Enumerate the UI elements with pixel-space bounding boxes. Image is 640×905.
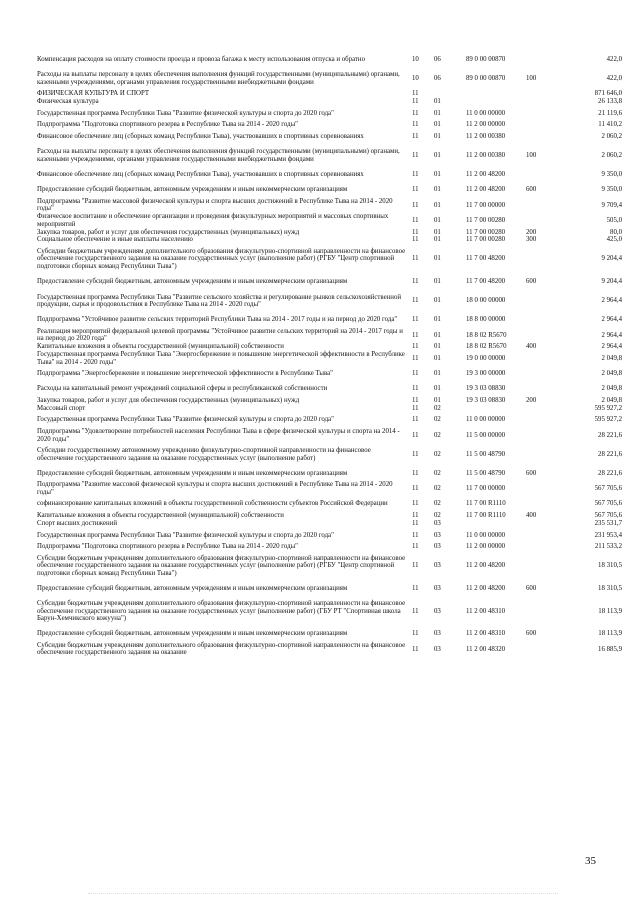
cell-section: 10 <box>412 55 419 63</box>
cell-expense-type <box>526 351 560 366</box>
cell-target-article: 11 5 00 48790 <box>466 450 506 458</box>
cell-amount: 595 927,2 <box>594 404 622 412</box>
cell-section: 11 <box>412 512 419 520</box>
budget-table <box>37 52 622 657</box>
cell-subsection: 02 <box>434 500 441 508</box>
cell-subsection: 01 <box>434 236 441 244</box>
table-row <box>37 343 622 351</box>
cell-target-article <box>466 405 526 413</box>
cell-section: 11 <box>412 255 419 263</box>
table-row <box>37 443 622 466</box>
cell-subsection <box>434 90 466 98</box>
cell-subsection: 01 <box>434 370 441 378</box>
cell-amount: 422,0 <box>606 74 622 82</box>
cell-target-article: 11 5 00 48790 <box>466 469 506 477</box>
cell-description: Подпрограмма "Подготовка спортивного резерва в Республике Тыва на 2014 - 2020 годы" <box>37 543 298 551</box>
table-row <box>37 351 622 366</box>
cell-description: софинансирование капитальных вложений в объекты государственной собственности субъектов Российской Федерации <box>37 500 388 508</box>
table-row <box>37 481 622 496</box>
cell-amount: 425,0 <box>606 236 622 244</box>
cell-section: 11 <box>412 316 419 324</box>
cell-description: Расходы на выплаты персоналу в целях обеспечения выполнения функций государственными (муниципальными) органами, казенными учреждениями, органами управления государственными внебюджетными фондами <box>37 148 400 163</box>
cell-expense-type <box>526 528 560 543</box>
cell-description: Подпрограмма "Развитие массовой физической культуры и спорта высших достижений в Республике Тыва на 2014 - 2020 годы" <box>37 481 393 496</box>
cell-expense-type <box>526 244 560 274</box>
cell-subsection: 02 <box>434 469 441 477</box>
cell-description: Подпрограмма "Энергосбережение и повышение энергетической эффективности в Республике Тыва" <box>37 370 333 378</box>
cell-subsection: 06 <box>434 55 441 63</box>
cell-subsection: 02 <box>434 485 441 493</box>
cell-amount: 2 964,4 <box>601 331 622 339</box>
cell-section: 11 <box>412 186 419 194</box>
cell-amount: 211 533,2 <box>594 543 622 551</box>
cell-amount: 2 964,4 <box>601 297 622 305</box>
cell-section: 11 <box>412 297 419 305</box>
cell-subsection: 01 <box>434 152 441 159</box>
table-row <box>37 144 622 167</box>
cell-target-article: 11 7 00 00280 <box>466 228 506 236</box>
cell-description: Социальное обеспечение и иные выплаты населению <box>37 236 193 244</box>
table-row <box>37 366 622 381</box>
page-number: 35 <box>585 855 596 867</box>
cell-subsection: 03 <box>434 630 441 638</box>
cell-section: 11 <box>412 228 419 236</box>
table-row <box>37 274 622 289</box>
cell-section: 11 <box>412 171 419 179</box>
cell-subsection: 06 <box>434 74 441 82</box>
cell-target-article <box>466 520 526 528</box>
cell-description: Предоставление субсидий бюджетным, автономным учреждениям и иным некоммерческим организациям <box>37 630 348 638</box>
cell-subsection: 02 <box>434 404 441 412</box>
cell-section: 11 <box>412 519 419 527</box>
cell-expense-type <box>526 121 560 129</box>
cell-section: 11 <box>412 645 419 653</box>
cell-amount: 18 113,9 <box>598 630 622 638</box>
cell-description: Субсидии бюджетным учреждениям дополнительного образования физкультурно-спортивной направленности на финансовое обеспечение государственного задания на оказание государственных услуг (выполнение работ) (РГБУ "Центр спортивной подготовки сборных команд Республики Тыва") <box>37 554 406 577</box>
cell-section: 11 <box>412 543 419 551</box>
cell-description: Государственная программа Республики Тыва "Развитие физической культуры и спорта до 2020 года" <box>37 109 334 117</box>
cell-expense-type: 400 <box>526 512 537 520</box>
cell-subsection: 03 <box>434 584 441 592</box>
cell-section: 11 <box>412 109 419 117</box>
cell-expense-type <box>526 543 560 551</box>
cell-description: Предоставление субсидий бюджетным, автономным учреждениям и иным некоммерческим организациям <box>37 278 348 286</box>
table-row <box>37 328 622 343</box>
table-row <box>37 106 622 121</box>
cell-description: Компенсация расходов на оплату стоимости проезда и провоза багажа к месту использования отпуска и обратно <box>37 55 366 63</box>
cell-expense-type: 200 <box>526 396 537 404</box>
cell-description: Подпрограмма "Подготовка спортивного резерва в Республике Тыва на 2014 - 2020 годы" <box>37 121 298 129</box>
cell-amount: 505,0 <box>606 216 622 224</box>
table-row <box>37 551 622 581</box>
cell-subsection: 02 <box>434 512 441 520</box>
cell-amount: 16 885,9 <box>598 645 622 653</box>
cell-description: Государственная программа Республики Тыва "Развитие сельского хозяйства и регулирование рынков сельскохозяйственной продукции, сырья и продовольствия в Республике Тыва на 2014 - 2020 годы" <box>37 293 402 308</box>
cell-subsection: 01 <box>434 343 441 351</box>
cell-amount: 567 705,6 <box>594 500 622 508</box>
cell-expense-type <box>526 413 560 428</box>
cell-section: 11 <box>412 404 419 412</box>
table-row <box>37 381 622 396</box>
cell-amount: 231 953,4 <box>594 531 622 539</box>
cell-target-article: 11 2 00 00000 <box>466 543 506 551</box>
cell-expense-type <box>526 312 560 327</box>
cell-description: Предоставление субсидий бюджетным, автономным учреждениям и иным некоммерческим организациям <box>37 469 348 477</box>
cell-expense-type <box>526 328 560 343</box>
cell-section: 11 <box>412 416 419 424</box>
cell-subsection: 01 <box>434 331 441 339</box>
cell-target-article: 18 0 00 00000 <box>466 297 506 305</box>
cell-description: Физическая культура <box>37 98 99 106</box>
cell-description: Субсидии бюджетным учреждениям дополнительного образования физкультурно-спортивной направленности на финансовое обеспечение государственного задания на оказание <box>37 641 406 657</box>
table-row <box>37 121 622 129</box>
cell-expense-type <box>526 290 560 313</box>
cell-target-article <box>466 90 526 98</box>
cell-amount: 9 709,4 <box>601 201 622 209</box>
cell-expense-type: 600 <box>526 469 537 477</box>
cell-amount: 21 119,6 <box>598 109 622 117</box>
table-row <box>37 67 622 90</box>
cell-target-article: 11 2 00 48310 <box>466 607 506 615</box>
cell-section: 11 <box>412 630 419 638</box>
cell-target-article: 19 3 03 08830 <box>466 385 506 393</box>
cell-description: Финансовое обеспечение лиц (сборных команд Республики Тыва), участвовавших в спортивных соревнованиях <box>37 171 364 179</box>
cell-section: 11 <box>412 132 419 140</box>
cell-description: Государственная программа Республики Тыва "Развитие физической культуры и спорта до 2020 года" <box>37 531 334 539</box>
cell-description: Предоставление субсидий бюджетным, автономным учреждениям и иным некоммерческим организациям <box>37 584 348 592</box>
table-row <box>37 213 622 228</box>
cell-expense-type: 200 <box>526 228 537 236</box>
cell-target-article: 19 0 00 00000 <box>466 354 506 362</box>
table-row <box>37 626 622 641</box>
cell-expense-type <box>526 129 560 144</box>
cell-expense-type <box>526 520 560 528</box>
cell-subsection: 03 <box>434 543 441 551</box>
cell-expense-type <box>526 481 560 496</box>
cell-target-article: 11 7 00 R1110 <box>466 500 506 508</box>
cell-target-article: 11 2 00 00380 <box>466 152 506 159</box>
cell-expense-type <box>526 90 560 98</box>
cell-amount: 9 204,4 <box>601 255 622 263</box>
cell-subsection: 01 <box>434 255 441 263</box>
table-row <box>37 397 622 405</box>
cell-expense-type: 600 <box>526 584 537 592</box>
cell-section: 11 <box>412 121 419 129</box>
cell-description: Подпрограмма "Устойчивое развитие сельских территорий Республики Тыва на 2014 - 2017 годы и на период до 2020 года" <box>37 316 398 324</box>
cell-target-article: 11 2 00 48320 <box>466 645 506 653</box>
cell-expense-type <box>526 405 560 413</box>
cell-section: 11 <box>412 90 419 98</box>
cell-section: 11 <box>412 278 419 286</box>
cell-expense-type <box>526 198 560 213</box>
cell-amount: 2 049,8 <box>601 370 622 378</box>
cell-subsection: 01 <box>434 228 441 236</box>
cell-description: ФИЗИЧЕСКАЯ КУЛЬТУРА И СПОРТ <box>37 90 150 98</box>
cell-section: 11 <box>412 354 419 362</box>
table-row <box>37 413 622 428</box>
cell-subsection: 01 <box>434 297 441 305</box>
cell-expense-type: 600 <box>526 630 537 638</box>
table-row <box>37 290 622 313</box>
cell-section: 11 <box>412 531 419 539</box>
cell-section: 11 <box>412 385 419 393</box>
cell-subsection: 01 <box>434 171 441 179</box>
cell-amount: 2 049,8 <box>601 354 622 362</box>
cell-amount: 2 964,4 <box>601 343 622 351</box>
cell-expense-type: 600 <box>526 186 537 194</box>
cell-description: Закупка товаров, работ и услуг для обеспечения государственных (муниципальных) нужд <box>37 396 300 404</box>
cell-target-article: 11 2 00 48200 <box>466 186 506 194</box>
table-row <box>37 129 622 144</box>
cell-amount: 18 113,9 <box>598 607 622 615</box>
cell-section: 11 <box>412 152 419 159</box>
cell-amount: 28 221,6 <box>598 431 622 439</box>
cell-amount: 18 310,5 <box>598 562 622 570</box>
cell-expense-type <box>526 98 560 106</box>
cell-expense-type: 600 <box>526 278 537 286</box>
cell-target-article: 11 0 00 00000 <box>466 531 506 539</box>
cell-target-article: 11 7 00 R1110 <box>466 512 506 520</box>
cell-amount: 422,0 <box>606 55 622 63</box>
table-row <box>37 52 622 67</box>
cell-target-article: 11 2 00 48200 <box>466 584 506 592</box>
cell-amount: 26 133,8 <box>598 98 622 106</box>
cell-amount: 235 531,7 <box>594 519 622 527</box>
cell-target-article: 11 7 00 48200 <box>466 278 506 286</box>
cell-subsection: 01 <box>434 354 441 362</box>
cell-target-article: 11 2 00 48200 <box>466 171 506 179</box>
cell-section: 11 <box>412 331 419 339</box>
cell-subsection: 01 <box>434 316 441 324</box>
cell-subsection: 01 <box>434 216 441 224</box>
cell-target-article: 11 2 00 48200 <box>466 562 506 570</box>
cell-subsection: 03 <box>434 645 441 653</box>
cell-amount: 2 049,8 <box>601 396 622 404</box>
cell-subsection: 03 <box>434 562 441 570</box>
table-row <box>37 312 622 327</box>
table-row <box>37 244 622 274</box>
cell-section: 11 <box>412 343 419 351</box>
cell-expense-type <box>526 106 560 121</box>
cell-description: Капитальные вложения в объекты государственной (муниципальной) собственности <box>37 512 284 520</box>
cell-description: Подпрограмма "Удовлетворение потребностей населения Республики Тыва в сфере физической культуры и спорта на 2014 - 2020 годы" <box>37 428 400 443</box>
cell-expense-type <box>526 366 560 381</box>
table-row <box>37 90 622 98</box>
cell-target-article: 11 2 00 00380 <box>466 132 506 140</box>
cell-section: 11 <box>412 469 419 477</box>
cell-amount: 18 310,5 <box>598 584 622 592</box>
table-row <box>37 236 622 244</box>
cell-description: Расходы на выплаты персоналу в целях обеспечения выполнения функций государственными (муниципальными) органами, казенными учреждениями, органами управления государственными внебюджетными фондами <box>37 71 400 86</box>
cell-section: 11 <box>412 216 419 224</box>
cell-amount: 2 049,8 <box>601 385 622 393</box>
cell-target-article: 18 8 00 00000 <box>466 316 506 324</box>
table-row <box>37 198 622 213</box>
cell-description: Массовый спорт <box>37 404 86 412</box>
cell-target-article: 89 0 00 00870 <box>466 74 506 82</box>
cell-target-article: 19 3 00 00000 <box>466 370 506 378</box>
cell-description: Субсидии бюджетным учреждениям дополнительного образования физкультурно-спортивной направленности на финансовое обеспечение государственного задания на оказание государственных услуг (выполнение работ) (РГБУ "Центр спортивной подготовки сборных команд Республики Тыва") <box>37 247 406 270</box>
cell-target-article: 11 7 00 00280 <box>466 236 506 244</box>
table-row <box>37 543 622 551</box>
cell-target-article <box>466 98 526 106</box>
budget-table-body <box>37 52 622 657</box>
cell-section: 11 <box>412 236 419 244</box>
cell-expense-type <box>526 381 560 396</box>
cell-target-article: 18 8 02 R5670 <box>466 331 507 339</box>
cell-expense-type: 100 <box>526 152 537 159</box>
cell-expense-type: 100 <box>526 74 537 82</box>
cell-description: Спорт высших достижений <box>37 519 118 527</box>
cell-subsection: 01 <box>434 278 441 286</box>
cell-expense-type <box>526 167 560 182</box>
cell-subsection: 03 <box>434 519 441 527</box>
cell-description: Субсидии государственному автономному учреждению физкультурно-спортивной направленности на финансовое обеспечение государственного задания на оказание государственных услуг (выполнение работ) <box>37 447 371 462</box>
cell-description: Расходы на капитальный ремонт учреждений социальной сферы и республиканской собственности <box>37 385 328 393</box>
table-row <box>37 512 622 520</box>
cell-expense-type <box>526 52 560 67</box>
cell-section: 11 <box>412 201 419 209</box>
cell-amount: 567 705,6 <box>594 485 622 493</box>
cell-target-article: 19 3 03 08830 <box>466 396 506 404</box>
table-row <box>37 98 622 106</box>
cell-expense-type <box>526 596 560 626</box>
cell-expense-type: 300 <box>526 236 537 244</box>
budget-table-sheet <box>37 52 622 657</box>
table-row <box>37 520 622 528</box>
cell-expense-type <box>526 551 560 581</box>
cell-subsection: 01 <box>434 121 441 129</box>
table-row <box>37 405 622 413</box>
cell-description: Государственная программа Республики Тыва "Развитие физической культуры и спорта до 2020 года" <box>37 416 334 424</box>
cell-amount: 9 204,4 <box>601 278 622 286</box>
cell-target-article: 18 8 02 R5670 <box>466 343 507 351</box>
cell-description: Предоставление субсидий бюджетным, автономным учреждениям и иным некоммерческим организациям <box>37 186 348 194</box>
cell-subsection: 01 <box>434 385 441 393</box>
cell-amount: 28 221,6 <box>598 450 622 458</box>
cell-amount: 9 350,0 <box>601 171 622 179</box>
table-row <box>37 596 622 626</box>
cell-expense-type <box>526 642 560 657</box>
cell-subsection: 02 <box>434 431 441 439</box>
cell-subsection: 01 <box>434 109 441 117</box>
cell-expense-type <box>526 443 560 466</box>
cell-amount: 2 060,2 <box>601 132 622 140</box>
cell-section: 11 <box>412 607 419 615</box>
cell-amount: 11 410,2 <box>598 121 622 129</box>
cell-subsection: 01 <box>434 98 441 106</box>
cell-subsection: 03 <box>434 607 441 615</box>
table-row <box>37 528 622 543</box>
cell-expense-type: 400 <box>526 343 537 351</box>
cell-amount: 595 927,2 <box>594 416 622 424</box>
cell-target-article: 11 7 00 00000 <box>466 201 506 209</box>
table-row <box>37 228 622 236</box>
cell-subsection: 01 <box>434 201 441 209</box>
cell-description: Физическое воспитание и обеспечение организации и проведения физкультурных мероприятий и массовых спортивных мероприятий <box>37 213 389 228</box>
cell-section: 11 <box>412 370 419 378</box>
table-row <box>37 497 622 512</box>
cell-section: 11 <box>412 396 419 404</box>
cell-section: 11 <box>412 562 419 570</box>
cell-section: 11 <box>412 584 419 592</box>
cell-target-article: 11 7 00 00000 <box>466 485 506 493</box>
cell-amount: 871 646,0 <box>594 90 622 98</box>
cell-target-article: 11 7 00 00280 <box>466 216 506 224</box>
cell-target-article: 11 2 00 48310 <box>466 630 506 638</box>
cell-description: Закупка товаров, работ и услуг для обеспечения государственных (муниципальных) нужд <box>37 228 300 236</box>
cell-section: 11 <box>412 485 419 493</box>
table-row <box>37 167 622 182</box>
cell-description: Капитальные вложения в объекты государственной (муниципальной) собственности <box>37 343 284 351</box>
cell-target-article: 11 0 00 00000 <box>466 109 506 117</box>
cell-section: 11 <box>412 450 419 458</box>
cell-amount: 9 350,0 <box>601 186 622 194</box>
cell-subsection: 01 <box>434 186 441 194</box>
cell-target-article: 11 5 00 00000 <box>466 431 506 439</box>
cell-expense-type <box>526 213 560 228</box>
cell-target-article: 11 2 00 00000 <box>466 121 506 129</box>
table-row <box>37 642 622 657</box>
cell-amount: 28 221,6 <box>598 469 622 477</box>
cell-target-article: 11 7 00 48200 <box>466 255 506 263</box>
cell-subsection: 02 <box>434 416 441 424</box>
cell-section: 11 <box>412 431 419 439</box>
cell-amount: 567 705,6 <box>594 512 622 520</box>
cell-amount: 2 964,4 <box>601 316 622 324</box>
table-row <box>37 466 622 481</box>
table-row <box>37 428 622 443</box>
cell-subsection: 01 <box>434 396 441 404</box>
cell-description: Подпрограмма "Развитие массовой физической культуры и спорта высших достижений в Республике Тыва на 2014 - 2020 годы" <box>37 197 393 213</box>
cell-amount: 80,0 <box>610 228 622 236</box>
cell-description: Реализация мероприятий федеральной целевой программы "Устойчивое развитие сельских территорий на 2014 - 2017 годы и на период до 2020 года" <box>37 327 403 343</box>
cell-subsection: 01 <box>434 132 441 140</box>
cell-subsection: 02 <box>434 450 441 458</box>
table-row <box>37 182 622 197</box>
cell-subsection: 03 <box>434 531 441 539</box>
table-row <box>37 581 622 596</box>
page-footer-rule <box>88 893 558 900</box>
cell-expense-type <box>526 497 560 512</box>
cell-expense-type <box>526 428 560 443</box>
cell-target-article: 11 0 00 00000 <box>466 416 506 424</box>
cell-description: Субсидии бюджетным учреждениям дополнительного образования физкультурно-спортивной направленности на финансовое обеспечение государственного задания на оказание государственных услуг (выполнение работ) (ГБУ РТ "Спортивная школа Барун-Хемчикского кожууна") <box>37 600 406 623</box>
cell-section: 11 <box>412 98 419 106</box>
cell-amount: 2 060,2 <box>601 152 622 159</box>
cell-description: Финансовое обеспечение лиц (сборных команд Республики Тыва), участвовавших в спортивных соревнованиях <box>37 132 364 140</box>
cell-target-article: 89 0 00 00870 <box>466 55 506 63</box>
cell-section: 11 <box>412 500 419 508</box>
cell-section: 10 <box>412 74 419 82</box>
cell-description: Государственная программа Республики Тыва "Энергосбережение и повышение энергетической эффективности в Республике Тыва" на 2014 - 2020 годы" <box>37 351 405 366</box>
